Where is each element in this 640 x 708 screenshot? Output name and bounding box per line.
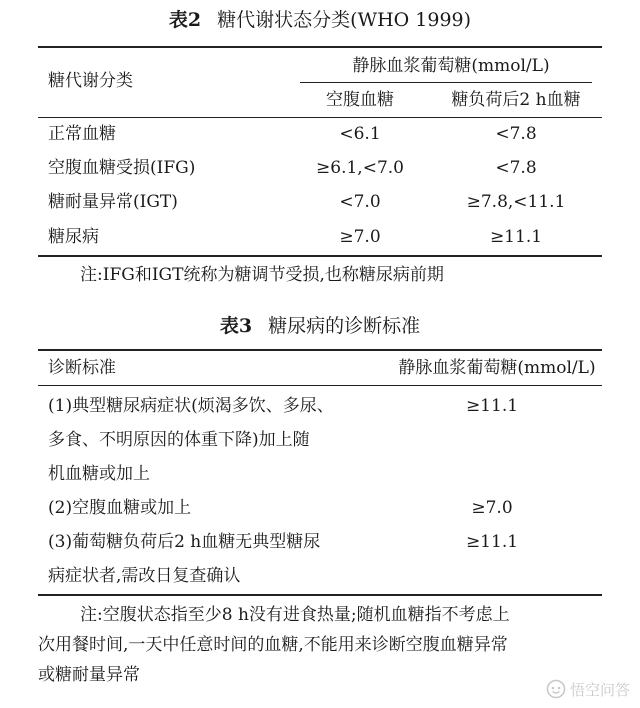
- table2-row-fasting: <7.0: [339, 192, 381, 212]
- table3-note-line: 或糖耐量异常: [38, 665, 140, 685]
- table2-col2-header: 糖负荷后2 h血糖: [451, 90, 581, 110]
- wukong-logo-icon: [546, 679, 566, 699]
- table2-top-rule: [38, 46, 602, 48]
- table3-row-text: (2)空腹血糖或加上: [48, 498, 192, 518]
- table2-caption-number: 表2: [168, 9, 202, 31]
- table3-row-text: 多食、不明原因的体重下降)加上随: [48, 430, 310, 450]
- table3-bottom-rule: [38, 594, 602, 596]
- table3-row-text: (3)葡萄糖负荷后2 h血糖无典型糖尿: [48, 532, 321, 552]
- table2-header-rule: [38, 117, 602, 118]
- table3-row-text: 机血糖或加上: [48, 464, 150, 484]
- table3-caption: [0, 314, 640, 338]
- table3-top-rule: [38, 349, 602, 351]
- table3-row-value: ≥11.1: [465, 396, 519, 416]
- table2-group-rule: [300, 82, 592, 83]
- table2-row-2h: ≥7.8,<11.1: [466, 192, 566, 212]
- table2-row-2h: <7.8: [495, 124, 537, 144]
- table3-row-value: ≥7.0: [471, 498, 513, 518]
- table3-header-right: 静脉血浆葡萄糖(mmol/L): [398, 358, 596, 378]
- table3-row-text: 病症状者,需改日复查确认: [48, 566, 241, 586]
- table3-note-line: 次用餐时间,一天中任意时间的血糖,不能用来诊断空腹血糖异常: [38, 635, 508, 655]
- table3-header-left: 诊断标准: [48, 358, 116, 378]
- table3-caption-number: 表3: [219, 315, 253, 337]
- watermark-text: 悟空问答: [569, 680, 630, 699]
- table2-note: 注:IFG和IGT统称为糖调节受损,也称糖尿病前期: [80, 265, 444, 285]
- table2-header-group: 静脉血浆葡萄糖(mmol/L): [352, 56, 550, 76]
- table3-row-text: (1)典型糖尿病症状(烦渴多饮、多尿、: [48, 396, 334, 416]
- table2-header-left: 糖代谢分类: [48, 71, 133, 91]
- table2-row-2h: <7.8: [495, 158, 537, 178]
- watermark: [546, 678, 630, 700]
- table2-row-label: 空腹血糖受损(IFG): [48, 158, 196, 178]
- table2-col1-header: 空腹血糖: [326, 90, 394, 110]
- table2-row-label: 糖耐量异常(IGT): [48, 192, 178, 212]
- table3-note-line: 注:空腹状态指至少8 h没有进食热量;随机血糖指不考虑上: [80, 605, 510, 625]
- table2-bottom-rule: [38, 255, 602, 257]
- table3-caption-title: 糖尿病的诊断标准: [268, 315, 421, 337]
- table2-row-label: 糖尿病: [48, 227, 99, 247]
- table3-row-value: ≥11.1: [465, 532, 519, 552]
- table2-row-label: 正常血糖: [48, 124, 116, 144]
- table2-caption-title: 糖代谢状态分类(WHO 1999): [217, 9, 472, 31]
- table2-row-2h: ≥11.1: [489, 227, 543, 247]
- table2-row-fasting: <6.1: [339, 124, 381, 144]
- table3-header-rule: [38, 385, 602, 386]
- table2-caption: [0, 8, 640, 32]
- table2-row-fasting: ≥6.1,<7.0: [316, 158, 404, 178]
- table2-row-fasting: ≥7.0: [339, 227, 381, 247]
